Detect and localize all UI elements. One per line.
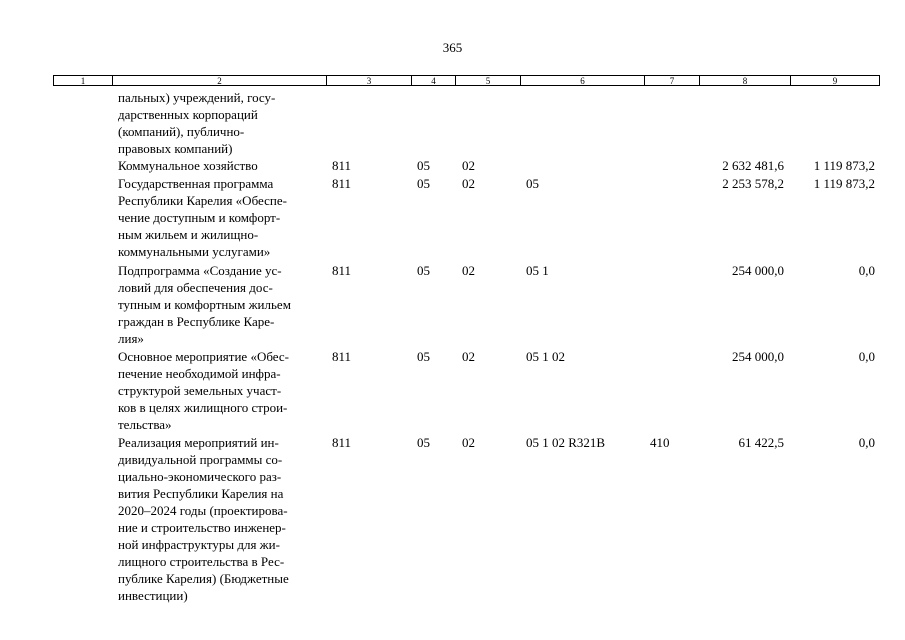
row-amount-2: 0,0 [858,349,875,364]
row-amount-2: 1 119 873,2 [813,176,875,191]
row-amount-1: 61 422,5 [738,435,784,450]
header-cell-8: 8 [699,75,790,86]
row-section: 05 [417,176,430,191]
header-cell-7: 7 [644,75,699,86]
row-ministry: 811 [332,349,352,364]
row-amount-1: 2 632 481,6 [722,158,784,173]
header-cell-9: 9 [790,75,880,86]
row-name: Подпрограмма «Создание ус- ловий для обеспечения дос- тупным и комфортным жильем граждан в Республике Каре- лия» [118,263,291,346]
page-number: 365 [442,40,463,55]
row-section: 05 [417,158,430,173]
header-cell-4: 4 [411,75,455,86]
row-amount-2: 0,0 [858,435,875,450]
row-ministry: 811 [332,158,352,173]
row-amount-1: 254 000,0 [732,349,784,364]
row-target: 05 1 [526,263,549,278]
header-cell-2: 2 [112,75,326,86]
row-target: 05 1 02 [526,349,565,364]
row-section: 05 [417,263,430,278]
row-name: Коммунальное хозяйство [118,158,258,173]
row-ministry: 811 [332,263,352,278]
row-name: Реализация мероприятий ин- дивидуальной программы со- циально-экономического раз- вития Республики Карелия на 2020–2024 годы (проектирова- ние и строительство инженер- ной инфраструктуры для жи- лищного строительства в Рес- публике Карелия) (Бюджетные инвестиции) [118,435,289,603]
row-section: 05 [417,435,430,450]
row-amount-2: 0,0 [858,263,875,278]
row-ministry: 811 [332,176,352,191]
row-name: пальных) учреждений, госу- дарственных корпораций (компаний), публично- правовых компаний) [118,90,276,156]
row-ministry: 811 [332,435,352,450]
row-subsection: 02 [462,176,475,191]
row-target: 05 1 02 R321B [526,435,606,450]
row-subsection: 02 [462,158,475,173]
row-name: Государственная программа Республики Карелия «Обеспе- чение доступным и комфорт- ным жильем и жилищно- коммунальными услугами» [118,176,287,259]
header-cell-6: 6 [520,75,644,86]
row-section: 05 [417,349,430,364]
row-subsection: 02 [462,435,475,450]
header-cell-1: 1 [53,75,112,86]
header-cell-5: 5 [455,75,520,86]
header-cell-3: 3 [326,75,411,86]
row-expense-type: 410 [650,435,670,450]
row-amount-1: 2 253 578,2 [722,176,784,191]
row-amount-2: 1 119 873,2 [813,158,875,173]
row-target: 05 [526,176,539,191]
row-subsection: 02 [462,263,475,278]
row-subsection: 02 [462,349,475,364]
row-name: Основное мероприятие «Обес- печение необходимой инфра- структурой земельных участ- ков в целях жилищного строи- тельства» [118,349,289,432]
row-amount-1: 254 000,0 [732,263,784,278]
